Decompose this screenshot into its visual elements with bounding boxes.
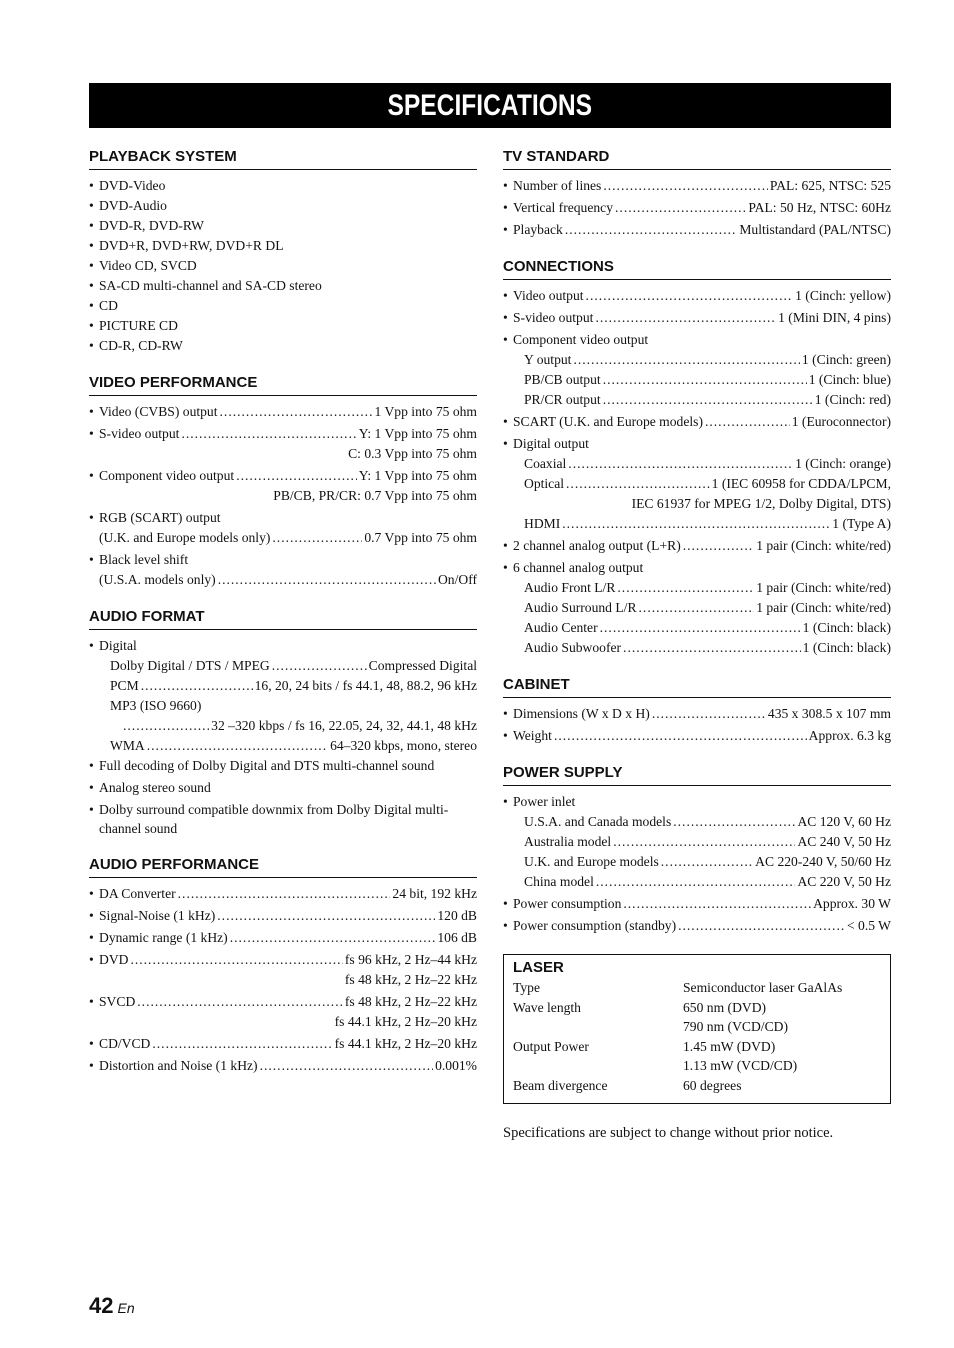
spec-row: • Dimensions (W x D x H) ..... 435 x 308.5 x 107 mm xyxy=(503,704,891,724)
laser-row: Output Power 1.45 mW (DVD) xyxy=(513,1038,776,1054)
spec-row: HDMI ..... 1 (Type A) xyxy=(503,514,891,534)
cabinet-section xyxy=(503,676,891,746)
spec-row: • Power consumption ..... Approx. 30 W xyxy=(503,894,891,914)
list-item: • DVD-R, DVD-RW xyxy=(89,218,204,233)
spec-value-cont: PB/CB, PR/CR: 0.7 Vpp into 75 ohm xyxy=(273,488,477,503)
audio-format-section xyxy=(89,608,477,838)
spec-row: • 6 channel analog output xyxy=(503,560,644,575)
list-item: • PICTURE CD xyxy=(89,318,178,333)
spec-row: Y output ..... 1 (Cinch: green) xyxy=(503,350,891,370)
spec-row: WMA ..... 64–320 kbps, mono, stereo xyxy=(89,736,477,756)
spec-row: • Digital xyxy=(89,638,137,653)
spec-row: • SVCD ..... fs 48 kHz, 2 Hz–22 kHz xyxy=(89,992,477,1012)
laser-row: Wave length 650 nm (DVD) xyxy=(513,999,767,1015)
spec-row: • Digital output xyxy=(503,436,589,451)
spec-row: Audio Surround L/R ..... 1 pair (Cinch: white/red) xyxy=(503,598,891,618)
list-item: • CD xyxy=(89,298,118,313)
spec-row: • SCART (U.K. and Europe models) ..... 1 (Euroconnector) xyxy=(503,412,891,432)
spec-row: • Dolby surround compatible downmix from Dolby Digital multi-channel sound xyxy=(89,802,449,836)
section-heading: CONNECTIONS xyxy=(503,258,891,280)
laser-heading: LASER xyxy=(513,959,564,976)
spec-row: Optical ..... 1 (IEC 60958 for CDDA/LPCM, xyxy=(503,474,891,494)
connections-section xyxy=(503,258,891,658)
laser-row: Type Semiconductor laser GaAlAs xyxy=(513,980,843,995)
tv-standard-section xyxy=(503,148,891,240)
spec-row: • Component video output xyxy=(503,332,649,347)
left-column xyxy=(89,148,477,1094)
spec-row: PB/CB output ..... 1 (Cinch: blue) xyxy=(503,370,891,390)
spec-row: PCM ..... 16, 20, 24 bits / fs 44.1, 48, 88.2, 96 kHz xyxy=(89,676,477,696)
list-item: • DVD+R, DVD+RW, DVD+R DL xyxy=(89,238,284,253)
spec-row: • Black level shift xyxy=(89,552,189,567)
page-number: 42 En xyxy=(89,1293,135,1318)
list-item: • DVD-Audio xyxy=(89,198,167,213)
spec-row: Audio Subwoofer ..... 1 (Cinch: black) xyxy=(503,638,891,658)
section-heading: PLAYBACK SYSTEM xyxy=(89,148,477,170)
section-heading: CABINET xyxy=(503,676,891,698)
right-column xyxy=(503,148,891,1143)
spec-row: • 2 channel analog output (L+R) ..... 1 pair (Cinch: white/red) xyxy=(503,536,891,556)
spec-value-cont: fs 48 kHz, 2 Hz–22 kHz xyxy=(344,972,477,987)
laser-row: Beam divergence 60 degrees xyxy=(513,1077,742,1093)
spec-row: (U.S.A. models only) ..... On/Off xyxy=(89,570,477,590)
spec-row: • Distortion and Noise (1 kHz) ..... 0.001% xyxy=(89,1056,477,1076)
spec-row: • Vertical frequency ..... PAL: 50 Hz, NTSC: 60Hz xyxy=(503,198,891,218)
spec-row: • S-video output ..... Y: 1 Vpp into 75 ohm xyxy=(89,424,477,444)
notice-text: Specifications are subject to change without prior notice. xyxy=(503,1125,834,1141)
spec-value-cont: fs 44.1 kHz, 2 Hz–20 kHz xyxy=(334,1014,477,1029)
spec-row: • Analog stereo sound xyxy=(89,780,211,795)
spec-row: • RGB (SCART) output xyxy=(89,510,221,525)
spec-row: • Signal-Noise (1 kHz) ..... 120 dB xyxy=(89,906,477,926)
spec-row: Australia model ..... AC 240 V, 50 Hz xyxy=(503,832,891,852)
section-heading: AUDIO FORMAT xyxy=(89,608,477,630)
section-heading: TV STANDARD xyxy=(503,148,891,170)
power-supply-section xyxy=(503,764,891,936)
spec-row: • CD/VCD ..... fs 44.1 kHz, 2 Hz–20 kHz xyxy=(89,1034,477,1054)
spec-row: • DVD ..... fs 96 kHz, 2 Hz–44 kHz xyxy=(89,950,477,970)
playback-system-section xyxy=(89,148,477,356)
spec-row: PR/CR output ..... 1 (Cinch: red) xyxy=(503,390,891,410)
spec-row: Coaxial ..... 1 (Cinch: orange) xyxy=(503,454,891,474)
spec-row: • Component video output ..... Y: 1 Vpp into 75 ohm xyxy=(89,466,477,486)
spec-row: Audio Front L/R ..... 1 pair (Cinch: white/red) xyxy=(503,578,891,598)
laser-box xyxy=(503,954,891,1104)
spec-row: • Playback ..... Multistandard (PAL/NTSC) xyxy=(503,220,891,240)
list-item: • DVD-Video xyxy=(89,178,166,193)
spec-row: • Weight ..... Approx. 6.3 kg xyxy=(503,726,891,746)
spec-row: (U.K. and Europe models only) ..... 0.7 Vpp into 75 ohm xyxy=(89,528,477,548)
spec-row: • DA Converter ..... 24 bit, 192 kHz xyxy=(89,884,477,904)
list-item: • SA-CD multi-channel and SA-CD stereo xyxy=(89,278,322,293)
spec-row: • Video output ..... 1 (Cinch: yellow) xyxy=(503,286,891,306)
spec-row: U.K. and Europe models ..... AC 220-240 V, 50/60 Hz xyxy=(503,852,891,872)
spec-row: • Full decoding of Dolby Digital and DTS multi-channel sound xyxy=(89,758,435,773)
section-heading: AUDIO PERFORMANCE xyxy=(89,856,477,878)
spec-row: Audio Center ..... 1 (Cinch: black) xyxy=(503,618,891,638)
section-heading: POWER SUPPLY xyxy=(503,764,891,786)
audio-performance-section xyxy=(89,856,477,1076)
spec-row: • Dynamic range (1 kHz) ..... 106 dB xyxy=(89,928,477,948)
spec-value-cont: IEC 61937 for MPEG 1/2, Dolby Digital, DTS) xyxy=(631,496,891,511)
laser-row: 790 nm (VCD/CD) xyxy=(683,1019,788,1034)
spec-row: MP3 (ISO 9660) xyxy=(110,698,202,713)
laser-row: 1.13 mW (VCD/CD) xyxy=(683,1058,798,1073)
list-item: • Video CD, SVCD xyxy=(89,258,197,273)
spec-row: • Video (CVBS) output ..... 1 Vpp into 75 ohm xyxy=(89,402,477,422)
section-heading: VIDEO PERFORMANCE xyxy=(89,374,477,396)
spec-row: ..... 32 –320 kbps / fs 16, 22.05, 24, 32, 44.1, 48 kHz xyxy=(89,716,477,736)
page-title: SPECIFICATIONS xyxy=(89,83,891,128)
video-performance-section xyxy=(89,374,477,590)
spec-row: U.S.A. and Canada models ..... AC 120 V, 60 Hz xyxy=(503,812,891,832)
spec-row: China model ..... AC 220 V, 50 Hz xyxy=(503,872,891,892)
list-item: • CD-R, CD-RW xyxy=(89,338,183,353)
spec-row: • Power consumption (standby) ..... < 0.5 W xyxy=(503,916,891,936)
spec-value-cont: C: 0.3 Vpp into 75 ohm xyxy=(348,446,477,461)
spec-row: Dolby Digital / DTS / MPEG ..... Compressed Digital xyxy=(89,656,477,676)
spec-row: • Power inlet xyxy=(503,794,576,809)
spec-row: • Number of lines ..... PAL: 625, NTSC: 525 xyxy=(503,176,891,196)
spec-row: • S-video output ..... 1 (Mini DIN, 4 pins) xyxy=(503,308,891,328)
